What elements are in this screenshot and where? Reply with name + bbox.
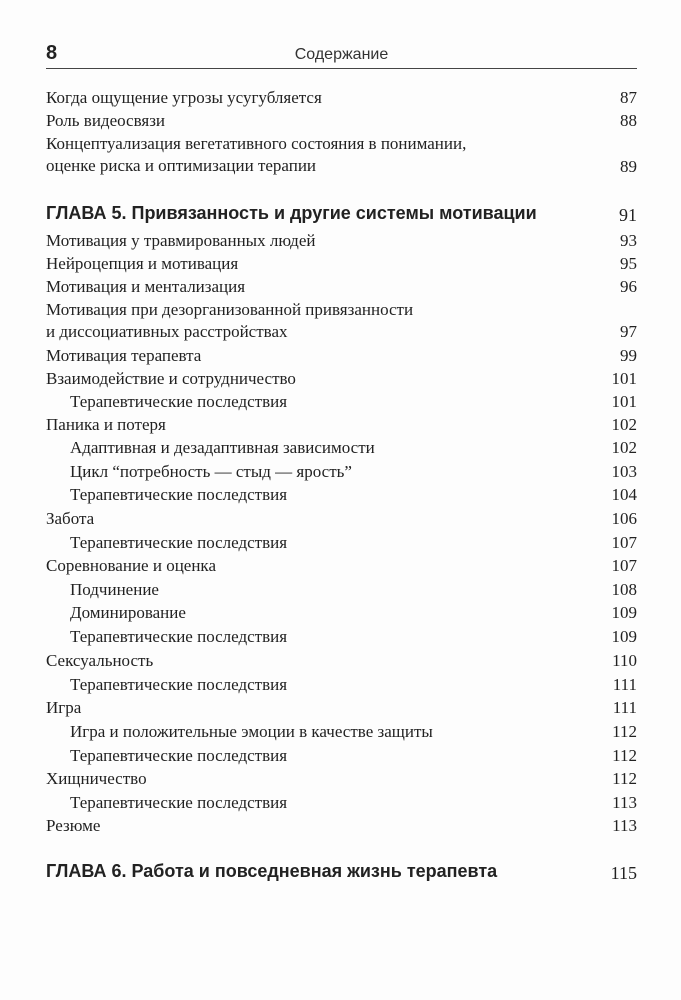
toc-entry-title: Терапевтические последствия — [70, 746, 288, 765]
toc-entry-page: 109 — [611, 603, 637, 622]
toc-entry[interactable] — [46, 87, 637, 109]
toc-entry-page: 99 — [620, 346, 637, 365]
toc-entry-page: 104 — [611, 485, 637, 504]
toc-entry-title: Терапевтические последствия — [70, 485, 288, 504]
toc-entry-title: Паника и потеря — [46, 415, 166, 434]
toc-entry-page: 113 — [612, 816, 637, 835]
toc-entry-title: Подчинение — [70, 580, 159, 599]
toc-entry-title: Резюме — [46, 816, 101, 835]
toc-entry[interactable] — [46, 414, 637, 436]
toc-entry-page: 101 — [611, 369, 637, 388]
toc-entry[interactable] — [46, 815, 637, 837]
toc-entry-title: Мотивация и ментализация — [46, 277, 246, 296]
toc-subentry[interactable] — [46, 721, 637, 743]
toc-entry-page: 107 — [611, 533, 637, 552]
toc-subentry[interactable] — [46, 532, 637, 554]
toc-entry-title: Мотивация у травмированных людей — [46, 231, 316, 250]
toc-entry-title-line1: Концептуализация вегетативного состояния в понимании, — [46, 134, 467, 153]
toc-entry[interactable] — [46, 650, 637, 672]
toc-entry-page: 115 — [610, 863, 637, 883]
toc-entry-page: 97 — [620, 322, 637, 341]
toc-entry-title: Игра и положительные эмоции в качестве защиты — [70, 722, 433, 741]
toc-entry[interactable] — [46, 555, 637, 577]
toc-entry-title: Роль видеосвязи — [46, 111, 166, 130]
toc-entry-title-line2: и диссоциативных расстройствах — [46, 322, 288, 341]
toc-entry-title: Сексуальность — [46, 651, 154, 670]
toc-entry-page: 102 — [611, 415, 637, 434]
toc-entry-page: 103 — [611, 462, 637, 481]
toc-entry-title: Мотивация терапевта — [46, 346, 202, 365]
toc-entry-page: 112 — [612, 746, 637, 765]
toc-entry-page: 113 — [612, 793, 637, 812]
toc-entry-title: Терапевтические последствия — [70, 533, 288, 552]
toc-subentry[interactable] — [46, 437, 637, 459]
toc-entry-title: Соревнование и оценка — [46, 556, 216, 575]
toc-entry-page: 102 — [611, 438, 637, 457]
toc-entry-title: Забота — [46, 509, 95, 528]
toc-subentry[interactable] — [46, 484, 637, 506]
toc-entry[interactable] — [46, 133, 637, 178]
toc-entry-page: 107 — [611, 556, 637, 575]
toc-entry-title: Адаптивная и дезадаптивная зависимости — [70, 438, 375, 457]
toc-entry-page: 91 — [619, 205, 637, 225]
toc-entry[interactable] — [46, 230, 637, 252]
toc-subentry[interactable] — [46, 461, 637, 483]
toc-chapter[interactable] — [46, 202, 637, 226]
toc-subentry[interactable] — [46, 745, 637, 767]
toc-entry[interactable] — [46, 110, 637, 132]
toc-entry-title: Игра — [46, 698, 82, 717]
toc-entry-page: 89 — [620, 157, 637, 176]
toc-entry-title: Когда ощущение угрозы усугубляется — [46, 88, 322, 107]
toc-entry-title: Доминирование — [70, 603, 186, 622]
toc-entry-page: 106 — [611, 509, 637, 528]
toc-entry-title-line1: Мотивация при дезорганизованной привязанности — [46, 300, 414, 319]
toc-entry-title: Терапевтические последствия — [70, 793, 288, 812]
toc-entry-title: Терапевтические последствия — [70, 627, 288, 646]
toc-subentry[interactable] — [46, 626, 637, 648]
section-title: Содержание — [294, 46, 389, 63]
toc-entry-title: Цикл “потребность — стыд — ярость” — [70, 462, 352, 481]
chapter-title: ГЛАВА 6. Работа и повседневная жизнь терапевта — [46, 861, 498, 881]
toc-subentry[interactable] — [46, 391, 637, 413]
toc-entry-page: 96 — [620, 277, 637, 296]
toc-entry-page: 87 — [620, 88, 637, 107]
chapter-title: ГЛАВА 5. Привязанность и другие системы мотивации — [46, 203, 537, 223]
toc-subentry[interactable] — [46, 579, 637, 601]
toc-entry[interactable] — [46, 768, 637, 790]
toc-entry[interactable] — [46, 368, 637, 390]
toc-entry[interactable] — [46, 697, 637, 719]
toc-entry-page: 112 — [612, 722, 637, 741]
toc-entry[interactable] — [46, 508, 637, 530]
toc-chapter[interactable] — [46, 860, 637, 884]
toc-entry[interactable] — [46, 276, 637, 298]
toc-entry-page: 93 — [620, 231, 637, 250]
toc-entry-page: 88 — [620, 111, 637, 130]
toc-entry-page: 109 — [611, 627, 637, 646]
toc-entry-title: Нейроцепция и мотивация — [46, 254, 239, 273]
toc-entry[interactable] — [46, 345, 637, 367]
toc-entry-title: Взаимодействие и сотрудничество — [46, 369, 296, 388]
toc-entry-title: Хищничество — [46, 769, 147, 788]
toc-entry-page: 111 — [612, 675, 637, 694]
toc-entry-page: 108 — [611, 580, 637, 599]
toc-subentry[interactable] — [46, 602, 637, 624]
toc-entry-title: Терапевтические последствия — [70, 392, 288, 411]
toc-entry[interactable] — [46, 299, 637, 343]
toc-entry-page: 110 — [612, 651, 637, 670]
toc-entry-title-line2: оценке риска и оптимизации терапии — [46, 156, 317, 175]
page-number: 8 — [46, 42, 58, 64]
toc-entry-title: Терапевтические последствия — [70, 675, 288, 694]
toc-entry[interactable] — [46, 253, 637, 275]
toc-entry-page: 95 — [620, 254, 637, 273]
page-header — [46, 40, 637, 69]
toc-entry-page: 101 — [611, 392, 637, 411]
toc-entry-page: 111 — [612, 698, 637, 717]
toc-subentry[interactable] — [46, 792, 637, 814]
toc-subentry[interactable] — [46, 674, 637, 696]
toc-entry-page: 112 — [612, 769, 637, 788]
